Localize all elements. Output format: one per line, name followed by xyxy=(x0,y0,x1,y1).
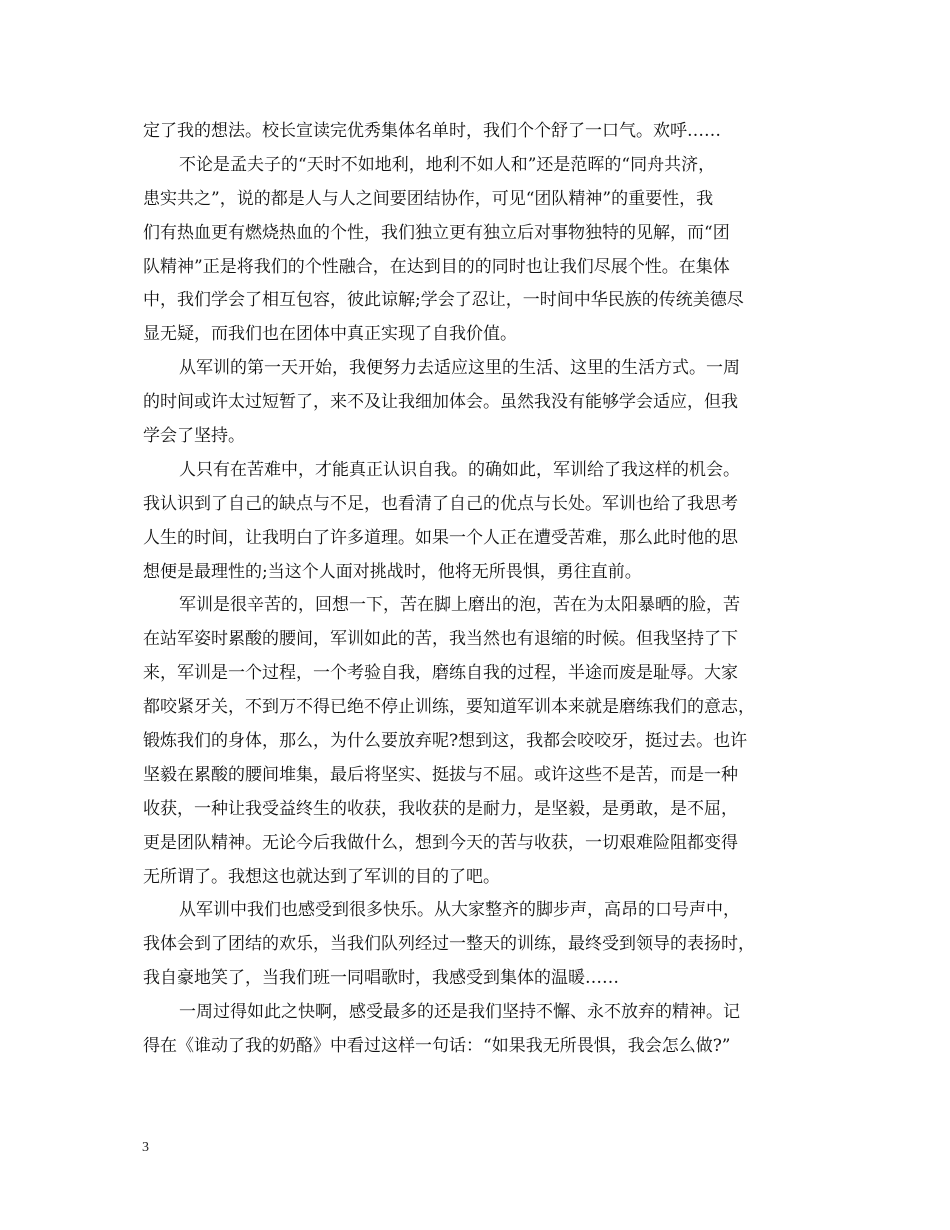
text-line: 得在《谁动了我的奶酪》中看过这样一句话：“如果我无所畏惧，我会怎么做?” xyxy=(143,1036,731,1057)
text-line: 我自豪地笑了，当我们班一同唱歌时，我感受到集体的温暖…… xyxy=(143,968,619,989)
text-line: 坚毅在累酸的腰间堆集，最后将坚实、挺拔与不屈。或许这些不是苦，而是一种 xyxy=(143,764,738,785)
text-line: 中，我们学会了相互包容，彼此谅解;学会了忍让，一时间中华民族的传统美德尽 xyxy=(143,290,744,311)
text-line: 们有热血更有燃烧热血的个性，我们独立更有独立后对事物独特的见解，而“团 xyxy=(143,222,730,243)
text-line: 从军训的第一天开始，我便努力去适应这里的生活、这里的生活方式。一周 xyxy=(179,358,740,379)
text-line: 更是团队精神。无论今后我做什么，想到今天的苦与收获，一切艰难险阻都变得 xyxy=(143,832,738,853)
text-line: 人生的时间，让我明白了许多道理。如果一个人正在遭受苦难，那么此时他的思 xyxy=(143,527,738,548)
text-line: 想便是最理性的;当这个人面对挑战时，他将无所畏惧，勇往直前。 xyxy=(143,561,642,582)
document-body xyxy=(143,115,823,1064)
text-line: 军训是很辛苦的，回想一下，苦在脚上磨出的泡，苦在为太阳暴晒的脸，苦 xyxy=(179,595,740,616)
text-line: 一周过得如此之快啊，感受最多的还是我们坚持不懈、永不放弃的精神。记 xyxy=(179,1002,740,1023)
page-number: 3 xyxy=(142,1140,149,1155)
text-line: 我认识到了自己的缺点与不足，也看清了自己的优点与长处。军训也给了我思考 xyxy=(143,493,738,514)
text-line: 来，军训是一个过程，一个考验自我，磨练自我的过程，半途而废是耻辱。大家 xyxy=(143,663,738,684)
text-line: 从军训中我们也感受到很多快乐。从大家整齐的脚步声，高昂的口号声中， xyxy=(179,900,740,921)
text-line: 收获，一种让我受益终生的收获，我收获的是耐力，是坚毅，是勇敢，是不屈， xyxy=(143,798,738,819)
text-line: 人只有在苦难中，才能真正认识自我。的确如此，军训给了我这样的机会。 xyxy=(179,459,740,480)
text-line: 都咬紧牙关，不到万不得已绝不停止训练，要知道军训本来就是磨练我们的意志， xyxy=(143,697,755,718)
text-line: 学会了坚持。 xyxy=(143,426,245,447)
text-line: 无所谓了。我想这也就达到了军训的目的了吧。 xyxy=(143,866,500,887)
text-line: 定了我的想法。校长宣读完优秀集体名单时，我们个个舒了一口气。欢呼…… xyxy=(143,121,721,141)
text-line: 患实共之”，说的都是人与人之间要团结协作，可见“团队精神”的重要性，我 xyxy=(143,188,714,209)
text-line: 锻炼我们的身体，那么，为什么要放弃呢?想到这，我都会咬咬牙，挺过去。也许 xyxy=(143,731,748,752)
text-line: 不论是孟夫子的“天时不如地利，地利不如人和”还是范晖的“同舟共济， xyxy=(179,154,716,175)
text-line: 队精神”正是将我们的个性融合，在达到目的的同时也让我们尽展个性。在集体 xyxy=(143,256,730,277)
text-line: 的时间或许太过短暂了，来不及让我细加体会。虽然我没有能够学会适应，但我 xyxy=(143,392,738,413)
text-line: 在站军姿时累酸的腰间，军训如此的苦，我当然也有退缩的时候。但我坚持了下 xyxy=(143,629,738,650)
text-line: 显无疑，而我们也在团体中真正实现了自我价值。 xyxy=(143,324,517,345)
text-line: 我体会到了团结的欢乐，当我们队列经过一整天的训练，最终受到领导的表扬时， xyxy=(143,934,755,955)
